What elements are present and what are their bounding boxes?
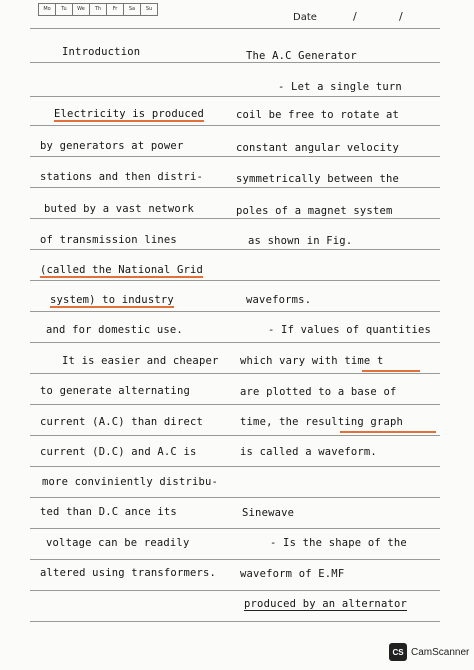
ruled-line [30,497,440,498]
ruled-line [30,621,440,622]
camscanner-logo-icon: CS [389,643,407,661]
ruled-line [30,187,440,188]
scanner-watermark [389,643,469,661]
left-line: system) to industry [50,294,174,306]
day-box: Th [90,4,107,15]
left-line: ted than D.C ance its [40,506,177,518]
left-line: altered using transformers. [40,567,217,579]
right-line: is called a waveform. [240,446,377,458]
right-line: which vary with time t [240,355,384,367]
right-line: produced by an alternator [244,598,408,610]
right-line: - Is the shape of the [270,537,407,549]
ruled-line [30,466,440,467]
camscanner-label: CamScanner [411,646,470,658]
ruled-line [30,125,440,126]
left-line: (called the National Grid [40,264,204,276]
left-line: Electricity is produced [54,108,204,120]
right-line: waveform of E.MF [240,568,345,580]
right-line: symmetrically between the [236,173,400,185]
ruled-line [30,280,440,281]
date-separator: / [353,10,357,23]
day-box: Su [145,6,153,12]
ruled-line [30,156,440,157]
highlight-underline [340,431,436,433]
right-line: constant angular velocity [236,142,400,154]
ruled-line [30,342,440,343]
right-line: coil be free to rotate at [236,109,400,121]
left-line: It is easier and cheaper [62,355,219,367]
ruled-line [30,249,440,250]
left-line: and for domestic use. [46,324,183,336]
left-line: more conviniently distribu- [42,476,219,488]
left-line: to generate alternating [40,385,190,397]
day-box: Fr [107,4,124,15]
left-line: of transmission lines [40,234,177,246]
day-box: We [73,4,90,15]
ruled-line [30,435,440,436]
right-line: poles of a magnet system [236,205,393,217]
ruled-line [30,218,440,219]
right-line: - If values of quantities [268,324,432,336]
right-title: The A.C Generator [246,50,357,62]
left-line: current (A.C) than direct [40,416,204,428]
ruled-line [30,96,440,97]
day-box: Sa [124,4,141,15]
right-line: time, the resulting graph [240,416,404,428]
left-line: voltage can be readily [46,537,190,549]
ruled-line [30,28,440,29]
left-line: by generators at power [40,140,184,152]
ruled-line [30,590,440,591]
left-line: buted by a vast network [44,203,194,215]
left-line: current (D.C) and A.C is [40,446,197,458]
weekday-boxes [38,3,158,16]
highlight-underline [362,370,420,372]
right-line: as shown in Fig. [248,235,353,247]
right-line: - Let a single turn [278,81,402,93]
left-line: stations and then distri- [40,171,204,183]
ruled-line [30,62,440,63]
day-box: Mo [39,4,56,15]
ruled-line [30,559,440,560]
left-title: Introduction [62,46,141,58]
ruled-line [30,373,440,374]
right-line: are plotted to a base of [240,386,397,398]
ruled-line [30,528,440,529]
day-box: Tu [56,4,73,15]
ruled-line [30,404,440,405]
ruled-line [30,311,440,312]
date-label: Date [293,12,317,23]
date-separator: / [399,10,403,23]
right-line: Sinewave [242,507,295,519]
right-line: waveforms. [246,294,312,306]
